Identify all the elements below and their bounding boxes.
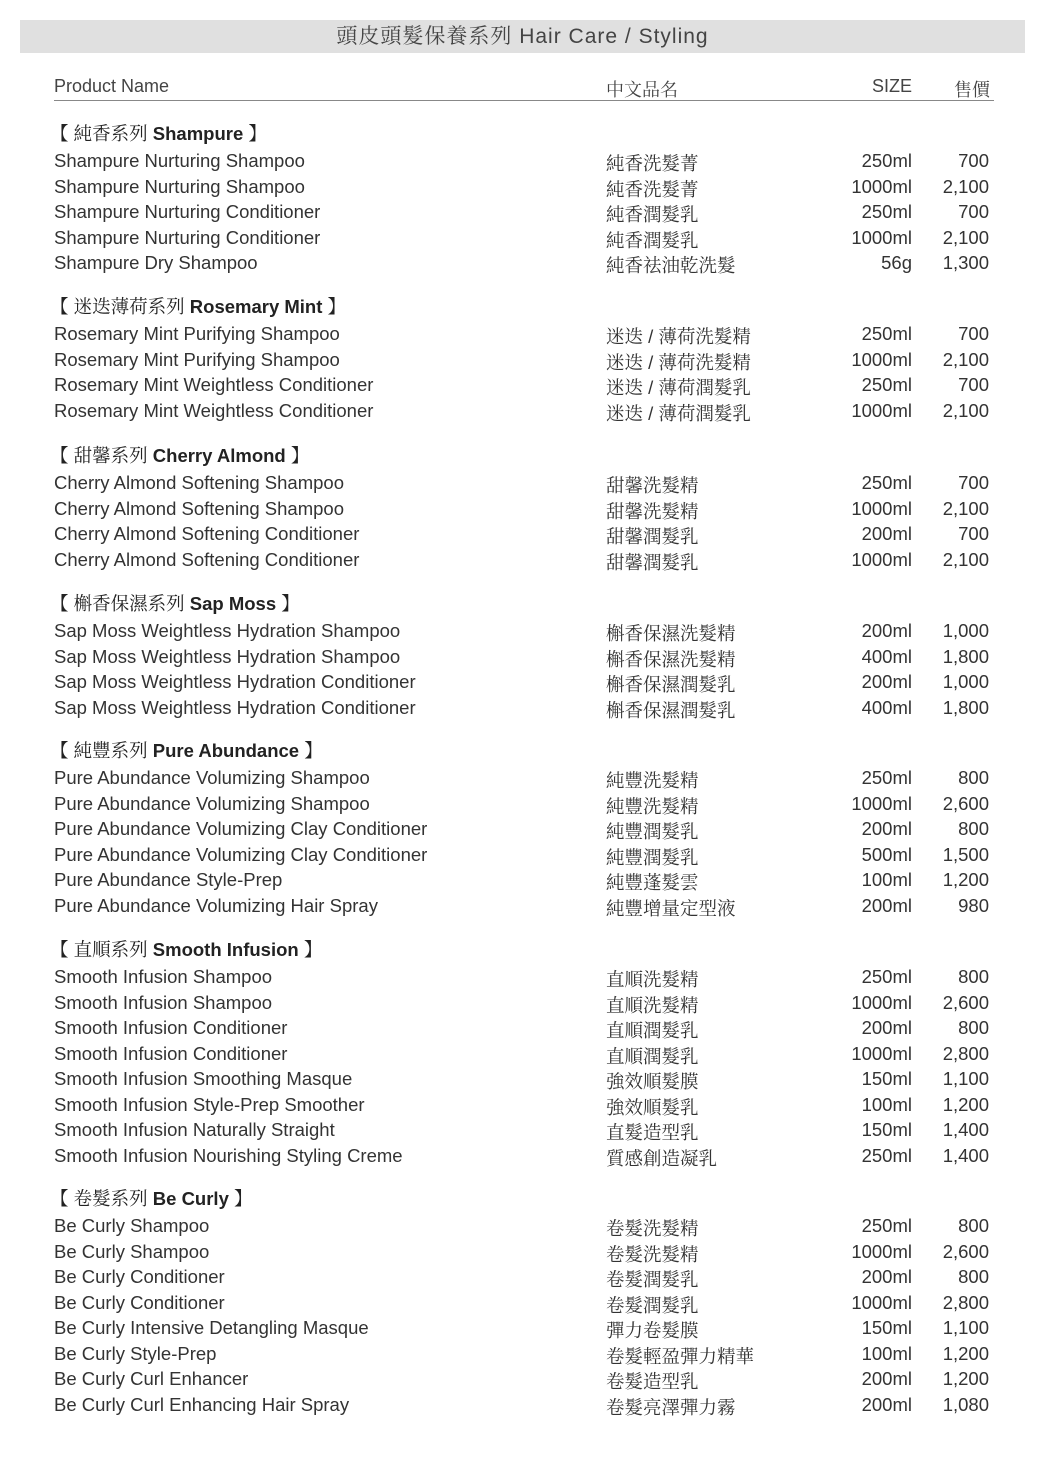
section-title-en: Shampure (152, 123, 244, 144)
product-chinese-name: 純豐潤髮乳 (606, 846, 699, 868)
product-row (0, 1343, 1040, 1368)
product-name: Rosemary Mint Weightless Conditioner (54, 399, 374, 421)
product-row (0, 227, 1040, 252)
product-size: 250ml (861, 1215, 912, 1236)
section-title-end: 】 (299, 740, 323, 761)
product-price: 2,100 (942, 497, 989, 519)
product-size: 1000ml (851, 1240, 912, 1262)
product-chinese-name: 卷髮潤髮乳 (606, 1269, 699, 1290)
product-price: 1,500 (942, 843, 989, 865)
product-chinese-name: 卷髮潤髮乳 (606, 1294, 699, 1316)
section-title-end: 】 (276, 593, 300, 614)
section-title-zh: 【 卷髮系列 (50, 1188, 153, 1209)
product-chinese-name: 甜馨洗髮精 (606, 475, 699, 496)
product-row (0, 767, 1040, 792)
product-chinese-name: 甜馨潤髮乳 (606, 551, 699, 573)
product-name: Smooth Infusion Shampoo (54, 991, 273, 1013)
product-size: 1000ml (851, 1042, 912, 1064)
section-title-zh: 【 迷迭薄荷系列 (50, 296, 190, 317)
product-chinese-name: 卷髮亮澤彈力霧 (606, 1396, 736, 1418)
product-size: 150ml (861, 1119, 912, 1140)
product-price: 1,100 (942, 1317, 989, 1338)
product-size: 250ml (861, 1144, 912, 1166)
section-title (50, 590, 300, 616)
product-name: Shampure Nurturing Conditioner (54, 226, 321, 248)
section-title-end: 】 (228, 1188, 253, 1209)
product-size: 200ml (861, 523, 912, 544)
product-name: Be Curly Conditioner (54, 1266, 225, 1287)
section-title-zh: 【 純香系列 (50, 123, 153, 144)
product-size: 1000ml (851, 399, 912, 421)
product-size: 200ml (861, 620, 912, 641)
header-price: 售價 (954, 80, 990, 100)
product-size: 150ml (861, 1317, 912, 1338)
product-size: 1000ml (851, 348, 912, 370)
section-title (50, 1185, 253, 1211)
product-row (0, 1068, 1040, 1093)
product-chinese-name: 直順洗髮精 (606, 994, 699, 1016)
product-size: 250ml (861, 966, 912, 987)
section-title-en: Sap Moss (189, 593, 277, 614)
product-chinese-name: 卷髮造型乳 (606, 1371, 699, 1392)
product-price: 1,000 (942, 671, 989, 692)
product-size: 200ml (861, 671, 912, 692)
product-size: 1000ml (851, 175, 912, 197)
product-row (0, 818, 1040, 843)
section-title (50, 120, 267, 146)
product-name: Cherry Almond Softening Conditioner (54, 523, 360, 544)
section-title-zh: 【 直順系列 (50, 939, 153, 960)
product-size: 1000ml (851, 226, 912, 248)
section-title (50, 737, 323, 763)
product-chinese-name: 純香洗髮菁 (606, 153, 699, 174)
product-chinese-name: 槲香保濕潤髮乳 (606, 674, 736, 695)
product-chinese-name: 迷迭 / 薄荷洗髮精 (606, 326, 751, 347)
product-row (0, 1017, 1040, 1042)
product-price: 1,200 (942, 1368, 989, 1389)
section-title (50, 936, 322, 962)
section-title-en: Smooth Infusion (152, 939, 299, 960)
product-name: Sap Moss Weightless Hydration Conditioner (54, 671, 416, 692)
product-chinese-name: 卷髮洗髮精 (606, 1243, 699, 1265)
product-price: 700 (958, 472, 989, 493)
product-name: Be Curly Style-Prep (54, 1342, 217, 1364)
product-chinese-name: 強效順髮乳 (606, 1096, 699, 1118)
product-price: 2,100 (942, 399, 989, 421)
product-name: Cherry Almond Softening Shampoo (54, 472, 345, 493)
product-size: 250ml (861, 150, 912, 171)
product-price: 2,600 (942, 792, 989, 814)
product-size: 250ml (861, 201, 912, 222)
product-chinese-name: 直順洗髮精 (606, 969, 699, 990)
product-size: 200ml (861, 894, 912, 916)
product-price: 700 (958, 523, 989, 544)
product-name: Sap Moss Weightless Hydration Conditioner (54, 696, 416, 718)
product-price: 1,800 (942, 645, 989, 667)
section-title-en: Rosemary Mint (189, 296, 323, 317)
product-size: 250ml (861, 472, 912, 493)
product-name: Be Curly Shampoo (54, 1215, 210, 1236)
product-chinese-name: 彈力卷髮膜 (606, 1320, 699, 1341)
product-row (0, 1215, 1040, 1240)
product-row (0, 523, 1040, 548)
product-row (0, 869, 1040, 894)
product-size: 100ml (861, 1342, 912, 1364)
section-title-end: 】 (285, 445, 310, 466)
product-row (0, 1266, 1040, 1291)
product-size: 200ml (861, 1017, 912, 1038)
product-row (0, 1241, 1040, 1266)
product-chinese-name: 純豐蓬髮雲 (606, 872, 699, 893)
product-size: 200ml (861, 1266, 912, 1287)
product-name: Rosemary Mint Weightless Conditioner (54, 374, 374, 395)
product-chinese-name: 卷髮輕盈彈力精華 (606, 1345, 755, 1367)
product-name: Sap Moss Weightless Hydration Shampoo (54, 620, 401, 641)
product-price: 1,200 (942, 1093, 989, 1115)
product-price: 1,800 (942, 696, 989, 718)
product-chinese-name: 卷髮洗髮精 (606, 1218, 699, 1239)
product-price: 800 (958, 1017, 989, 1038)
product-price: 1,400 (942, 1119, 989, 1140)
product-chinese-name: 迷迭 / 薄荷潤髮乳 (606, 402, 751, 424)
product-chinese-name: 強效順髮膜 (606, 1071, 699, 1092)
product-name: Shampure Nurturing Conditioner (54, 201, 321, 222)
product-price: 800 (958, 818, 989, 839)
product-chinese-name: 質感創造凝乳 (606, 1147, 718, 1169)
product-row (0, 498, 1040, 523)
product-chinese-name: 純豐洗髮精 (606, 795, 699, 817)
product-size: 400ml (861, 645, 912, 667)
section-title-en: Cherry Almond (152, 445, 286, 466)
product-size: 500ml (861, 843, 912, 865)
product-price: 1,300 (942, 252, 989, 273)
section-title-en: Be Curly (152, 1188, 229, 1209)
product-chinese-name: 槲香保濕洗髮精 (606, 648, 736, 670)
product-chinese-name: 迷迭 / 薄荷潤髮乳 (606, 377, 751, 398)
product-price: 800 (958, 1266, 989, 1287)
product-chinese-name: 直髮造型乳 (606, 1122, 699, 1143)
product-row (0, 1292, 1040, 1317)
product-row (0, 1368, 1040, 1393)
product-price: 800 (958, 1215, 989, 1236)
product-size: 250ml (861, 374, 912, 395)
product-name: Cherry Almond Softening Conditioner (54, 548, 360, 570)
section-title-zh: 【 槲香保濕系列 (50, 593, 190, 614)
product-chinese-name: 純香潤髮乳 (606, 204, 699, 225)
product-name: Smooth Infusion Style-Prep Smoother (54, 1093, 365, 1115)
product-price: 2,100 (942, 548, 989, 570)
product-size: 250ml (861, 767, 912, 788)
product-row (0, 349, 1040, 374)
product-chinese-name: 純豐增量定型液 (606, 897, 736, 919)
product-name: Pure Abundance Style-Prep (54, 869, 283, 890)
product-size: 400ml (861, 696, 912, 718)
product-row (0, 992, 1040, 1017)
product-size: 1000ml (851, 792, 912, 814)
product-price: 1,100 (942, 1068, 989, 1089)
product-price: 700 (958, 201, 989, 222)
product-size: 1000ml (851, 548, 912, 570)
product-name: Smooth Infusion Conditioner (54, 1042, 288, 1064)
product-price: 700 (958, 150, 989, 171)
product-size: 1000ml (851, 991, 912, 1013)
product-price: 2,100 (942, 175, 989, 197)
product-row (0, 323, 1040, 348)
product-name: Cherry Almond Softening Shampoo (54, 497, 345, 519)
section-title-end: 】 (298, 939, 323, 960)
product-row (0, 150, 1040, 175)
product-size: 100ml (861, 1093, 912, 1115)
product-price: 2,600 (942, 1240, 989, 1262)
product-name: Smooth Infusion Shampoo (54, 966, 273, 987)
section-title-zh: 【 純豐系列 (50, 740, 153, 761)
product-price: 980 (958, 894, 989, 916)
product-row (0, 201, 1040, 226)
product-size: 56g (881, 252, 912, 273)
product-row (0, 400, 1040, 425)
product-chinese-name: 純豐洗髮精 (606, 770, 699, 791)
header-product-name: Product Name (54, 76, 170, 96)
product-name: Shampure Dry Shampoo (54, 252, 258, 273)
product-row (0, 252, 1040, 277)
section-title-zh: 【 甜馨系列 (50, 445, 153, 466)
product-row (0, 1043, 1040, 1068)
product-name: Sap Moss Weightless Hydration Shampoo (54, 645, 401, 667)
product-chinese-name: 純香潤髮乳 (606, 229, 699, 251)
section-title (50, 293, 346, 319)
product-row (0, 1094, 1040, 1119)
product-name: Be Curly Conditioner (54, 1291, 225, 1313)
product-name: Smooth Infusion Naturally Straight (54, 1119, 335, 1140)
product-price: 800 (958, 767, 989, 788)
product-name: Shampure Nurturing Shampoo (54, 150, 305, 171)
product-row (0, 895, 1040, 920)
product-size: 1000ml (851, 1291, 912, 1313)
product-size: 200ml (861, 1368, 912, 1389)
product-price: 800 (958, 966, 989, 987)
product-name: Pure Abundance Volumizing Clay Conditioner (54, 818, 428, 839)
product-price: 1,200 (942, 1342, 989, 1364)
product-row (0, 646, 1040, 671)
product-name: Pure Abundance Volumizing Shampoo (54, 792, 370, 814)
product-size: 100ml (861, 869, 912, 890)
product-row (0, 472, 1040, 497)
product-row (0, 697, 1040, 722)
product-row (0, 844, 1040, 869)
product-row (0, 549, 1040, 574)
product-name: Be Curly Curl Enhancing Hair Spray (54, 1393, 350, 1415)
product-price: 700 (958, 323, 989, 344)
product-price: 1,400 (942, 1144, 989, 1166)
product-name: Be Curly Curl Enhancer (54, 1368, 249, 1389)
product-price: 2,800 (942, 1042, 989, 1064)
product-price: 2,100 (942, 348, 989, 370)
product-name: Rosemary Mint Purifying Shampoo (54, 323, 340, 344)
product-row (0, 1145, 1040, 1170)
product-size: 200ml (861, 818, 912, 839)
product-price: 2,100 (942, 226, 989, 248)
product-chinese-name: 純豐潤髮乳 (606, 821, 699, 842)
product-row (0, 374, 1040, 399)
product-name: Pure Abundance Volumizing Shampoo (54, 767, 370, 788)
product-price: 2,800 (942, 1291, 989, 1313)
product-name: Smooth Infusion Smoothing Masque (54, 1068, 353, 1089)
product-size: 1000ml (851, 497, 912, 519)
product-name: Rosemary Mint Purifying Shampoo (54, 348, 340, 370)
product-chinese-name: 直順潤髮乳 (606, 1045, 699, 1067)
product-row (0, 671, 1040, 696)
product-row (0, 176, 1040, 201)
header-chinese-name: 中文品名 (606, 80, 678, 100)
product-name: Smooth Infusion Nourishing Styling Creme (54, 1144, 403, 1166)
section-title-end: 】 (243, 123, 267, 144)
product-chinese-name: 純香洗髮菁 (606, 178, 699, 200)
section-title (50, 442, 309, 468)
page-title: 頭皮頭髮保養系列 Hair Care / Styling (20, 20, 1025, 53)
section-title-en: Pure Abundance (152, 740, 300, 761)
product-price: 700 (958, 374, 989, 395)
product-row (0, 620, 1040, 645)
product-chinese-name: 槲香保濕潤髮乳 (606, 699, 736, 721)
product-chinese-name: 純香祛油乾洗髮 (606, 255, 736, 276)
product-row (0, 966, 1040, 991)
product-chinese-name: 甜馨潤髮乳 (606, 526, 699, 547)
product-size: 250ml (861, 323, 912, 344)
product-row (0, 1394, 1040, 1419)
product-row (0, 793, 1040, 818)
product-name: Pure Abundance Volumizing Clay Conditioner (54, 843, 428, 865)
product-size: 200ml (861, 1393, 912, 1415)
product-price: 1,080 (942, 1393, 989, 1415)
product-chinese-name: 槲香保濕洗髮精 (606, 623, 736, 644)
product-chinese-name: 甜馨洗髮精 (606, 500, 699, 522)
product-name: Smooth Infusion Conditioner (54, 1017, 288, 1038)
header-size: SIZE (871, 76, 912, 96)
product-name: Be Curly Shampoo (54, 1240, 210, 1262)
product-name: Be Curly Intensive Detangling Masque (54, 1317, 369, 1338)
product-row (0, 1119, 1040, 1144)
product-price: 2,600 (942, 991, 989, 1013)
product-price: 1,000 (942, 620, 989, 641)
product-name: Shampure Nurturing Shampoo (54, 175, 305, 197)
section-title-end: 】 (322, 296, 347, 317)
product-chinese-name: 迷迭 / 薄荷洗髮精 (606, 351, 751, 373)
product-row (0, 1317, 1040, 1342)
product-price: 1,200 (942, 869, 989, 890)
product-name: Pure Abundance Volumizing Hair Spray (54, 894, 378, 916)
product-chinese-name: 直順潤髮乳 (606, 1020, 699, 1041)
product-size: 150ml (861, 1068, 912, 1089)
